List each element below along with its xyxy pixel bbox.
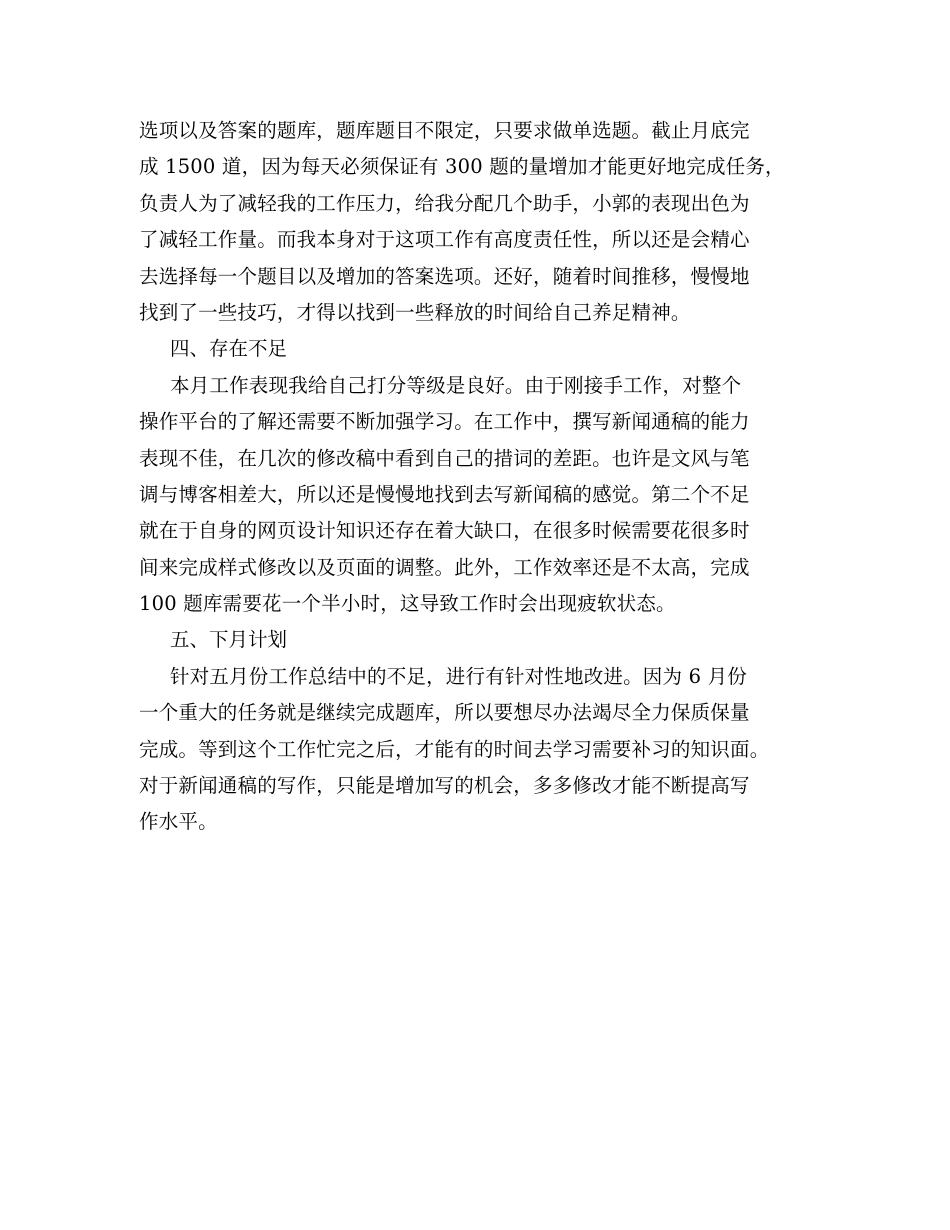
paragraph-next-month-plan (139, 659, 829, 841)
paragraph-line: 针对五月份工作总结中的不足，进行有针对性地改进。因为 6 月份 (170, 664, 748, 688)
paragraph-line: 找到了一些技巧，才得以找到一些释放的时间给自己养足精神。 (139, 300, 691, 324)
paragraph-line: 就在于自身的网页设计知识还存在着大缺口，在很多时候需要花很多时 (139, 519, 750, 543)
paragraph-line: 一个重大的任务就是继续完成题库，所以要想尽办法竭尽全力保质保量 (139, 701, 750, 725)
paragraph-line: 了减轻工作量。而我本身对于这项工作有高度责任性，所以还是会精心 (139, 228, 750, 252)
paragraph-line: 成 1500 道，因为每天必须保证有 300 题的量增加才能更好地完成任务， (139, 155, 785, 179)
paragraph-line: 表现不佳，在几次的修改稿中看到自己的措词的差距。也许是文风与笔 (139, 446, 750, 470)
paragraph-line: 100 题库需要花一个半小时，这导致工作时会出现疲软状态。 (139, 592, 676, 616)
paragraph-shortcomings (139, 368, 829, 623)
paragraph-line: 间来完成样式修改以及页面的调整。此外，工作效率还是不太高，完成 (139, 555, 750, 579)
paragraph-line: 对于新闻通稿的写作，只能是增加写的机会，多多修改才能不断提高写 (139, 774, 750, 798)
paragraph-line: 负责人为了减轻我的工作压力，给我分配几个助手，小郭的表现出色为 (139, 191, 750, 215)
document-body (139, 113, 829, 841)
paragraph-line: 完成。等到这个工作忙完之后，才能有的时间去学习需要补习的知识面。 (139, 737, 770, 761)
paragraph-question-bank (139, 113, 829, 331)
paragraph-line: 操作平台的了解还需要不断加强学习。在工作中，撰写新闻通稿的能力 (139, 410, 750, 434)
section-heading-shortcomings: 四、存在不足 (170, 337, 288, 361)
paragraph-line: 本月工作表现我给自己打分等级是良好。由于刚接手工作，对整个 (170, 373, 742, 397)
paragraph-line: 去选择每一个题目以及增加的答案选项。还好，随着时间推移，慢慢地 (139, 264, 750, 288)
paragraph-line: 选项以及答案的题库，题库题目不限定，只要求做单选题。截止月底完 (139, 119, 750, 142)
paragraph-line: 调与博客相差大，所以还是慢慢地找到去写新闻稿的感觉。第二个不足 (139, 482, 750, 506)
paragraph-line: 作水平。 (139, 810, 218, 834)
section-heading-next-month-plan: 五、下月计划 (170, 628, 288, 652)
